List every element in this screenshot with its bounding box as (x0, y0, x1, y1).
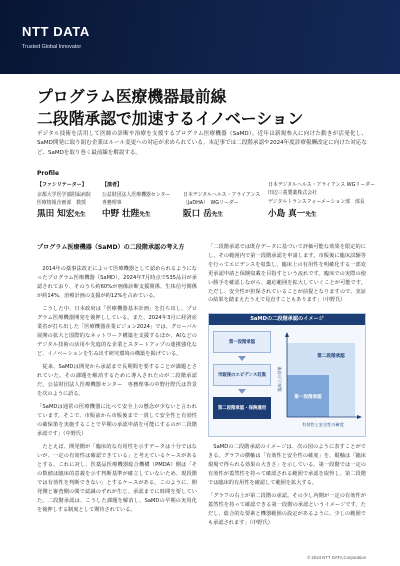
profile-title: デジタルトランスフォーメーション部 部長 (268, 198, 365, 205)
quote-paragraph: 「SaMDは通常の医療機器に比べて安全上の懸念が少ないと言われています。そこで、市販前から市販後まで一貫して安全性と有効性の確保策を実施することで早期の承認申請を可能にするのが二段階承認です」（中野氏） (37, 404, 197, 437)
body-paragraph: 従来、SaMDは開発から承認まで長期間を要することが課題とされていた。その課題を解消するために導入されたのが二段階承認だ。公益財団法人医療機器センター 専務理事の中野壮陛氏は背景を次のように語る。 (37, 364, 197, 397)
figure-step: 第一段階承認 (213, 331, 271, 353)
person-name: 黒田 知宏 (37, 209, 75, 219)
body-paragraph: 2014年の薬事法改正によって医療機器として認められるようになったプログラム医療機器（SaMD）。2024年7月時点で535品目が承認されており、そのうち約60%が画像診断支援関係、生体信号関係が約14%、治療計画の支援が約12%を占めている。 (37, 266, 197, 299)
figure-step: 市販後のエビデンス収集 (213, 364, 271, 386)
profile-name (37, 209, 86, 221)
y-axis-label: 臨床上の効果 (277, 366, 282, 392)
profile-name (268, 209, 317, 221)
person-name: 阪口 岳 (183, 209, 212, 219)
profile-org: 日本デジタルヘルス・アライアンス WGリーダー (268, 182, 375, 188)
header-band (0, 0, 400, 74)
profile-label: Profile (37, 170, 60, 177)
article-left-column (37, 243, 197, 553)
profile-org: 公益財団法人医療機器センター (102, 192, 171, 198)
x-axis-arrow-icon (357, 415, 362, 419)
arrow-down-icon (238, 356, 246, 361)
body-paragraph: たとえば、開発側が「臨床的な有用性を示すデータは十分ではないが、一定の有効性は確認できている」と考えているケースがあるとする。これに対し、医薬品医療機器総合機構（PMDA）側は「その数値は臨床的意義を示す判断基準が確立していないため、現段階では有効性を判断できない」とするケースがある。このように、開発側と審査側の間で認識のずれが生じ、承認までに時間を要していた。二段階承認は、こうした課題を解消し、SaMDの早期の実用化を後押しする制度として期待されている。 (37, 444, 197, 513)
honorific: 先生 (74, 212, 86, 218)
profile-facilitator (37, 181, 100, 221)
person-name: 小島 真一 (268, 209, 306, 219)
title-line-2: 二段階承認で加速するイノベーション (37, 109, 304, 128)
title-line-1: プログラム医療機器最前線 (37, 87, 227, 106)
arrow-down-icon (238, 389, 246, 394)
person-name: 中野 壮陛 (102, 209, 140, 219)
figure-step: 第二段階承認・保険適用 (213, 397, 271, 419)
figure-approval-graph (275, 329, 363, 433)
body-paragraph: こうした中、日本政府は「医療機器基本計画」を打ち出し、プログラム医療機器開発を後押ししている。また、2024年3月に経済産業省が打ち出した「医療機器産業ビジョン2024」では、グローバル展開の拡大と国際的なネットワーク構築を支援するほか、AIなどのデジタル技術の活用や先進的な企業とスタートアップの連携強化など、イノベーションを生み出す研究環境の構築を掲げている。 (37, 306, 197, 357)
figure-title: SaMDの二段階承認のイメージ (209, 314, 365, 325)
profile-org: 京都大学医学部附属病院 (37, 192, 91, 198)
lead-paragraph: デジタル技術を活用して医師の診断や治療を支援するプログラム医療機器（SaMD）。近年は新規参入に向けた動きが活発化し、SaMD開発に取り組む企業はルール変更への対応が求められている。本記事では二段階承認や2024年度診療報酬改定に向けた対応など、SaMDを取り巻く最前線を解説する。 (37, 131, 367, 156)
logo-tagline: Trusted Global Innovator (22, 44, 82, 50)
profile-role: 【ファシリテーター】 (37, 182, 87, 188)
copyright-footer: © 2024 NTT DATA Corporation (307, 555, 366, 560)
honorific: 先生 (305, 212, 317, 218)
x-axis-label: 有効性と安全性の確度 (302, 422, 344, 428)
section-heading: プログラム医療機器（SaMD）の二段階承認の考え方 (37, 244, 185, 251)
first-stage-label: 第一段階承認 (294, 395, 322, 401)
profile-title: 医療情報企画部 教授 (37, 200, 86, 207)
honorific: 先生 (139, 212, 151, 218)
profile-title: （JaDHA） WGリーダー (183, 200, 239, 207)
quote-paragraph: 「二段階承認では既存データに基づいて評価可能な効果を限定的にし、その範囲内で第一段階承認を申請します。市販後に臨床試験等を行ってエビデンスを収集し、臨床上の有用性を明確化する一部変更承認申請と保険収載を目指すという流れです。臨床での実際の使い勝手を確認しながら、適応範囲を拡大していくことが可能です。ただし、安全性が担保されていることが前提となりますので、実証の結果を踏まえたうえで見直すこともあります」（中野氏） (208, 244, 366, 304)
body-paragraph: SaMDの二段階承認のイメージは、次の図のように表すことができる。グラフの横軸は「有効性と安全性の確度」を、縦軸は「臨床現場で得られる効果の大きさ」を示している。第一段階では一定の有効性が蓋然性を持って確認される範囲で承認を取得し、第二段階では臨床的有用性を確認して範囲を拡大する。 (208, 444, 366, 486)
profile-company: 田辺三菱製薬株式会社 (268, 190, 317, 197)
profile-speaker-2 (183, 181, 265, 221)
page-title (37, 86, 303, 130)
y-axis-arrow-icon (285, 332, 289, 337)
profile-speaker-3 (268, 181, 375, 221)
article-right-column (208, 243, 366, 553)
figure-two-stage-approval (208, 313, 366, 437)
quote-paragraph: 「グラフの右上が第二段階の承認。その少し内側が一定の有効性が蓋然性を持って確認できる第一段階の承認というイメージです。ただし、総合的な要素と機器範囲の設定があるように、少しの範囲でも承認されます」（中野氏） (208, 493, 366, 527)
second-stage-label: 第二段階承認 (317, 354, 345, 360)
profile-org: 日本デジタルヘルス・アライアンス (183, 192, 261, 198)
profile-title: 専務理事 (102, 200, 122, 207)
profile-name (183, 209, 223, 221)
profile-name (102, 209, 151, 221)
figure-step-list (213, 331, 271, 419)
profile-role-spacer (183, 181, 265, 191)
profile-role: 【演者】 (102, 182, 123, 188)
honorific: 先生 (211, 212, 223, 218)
profile-speaker-1 (102, 181, 180, 221)
ntt-data-logo: NTT DATA (22, 24, 90, 39)
